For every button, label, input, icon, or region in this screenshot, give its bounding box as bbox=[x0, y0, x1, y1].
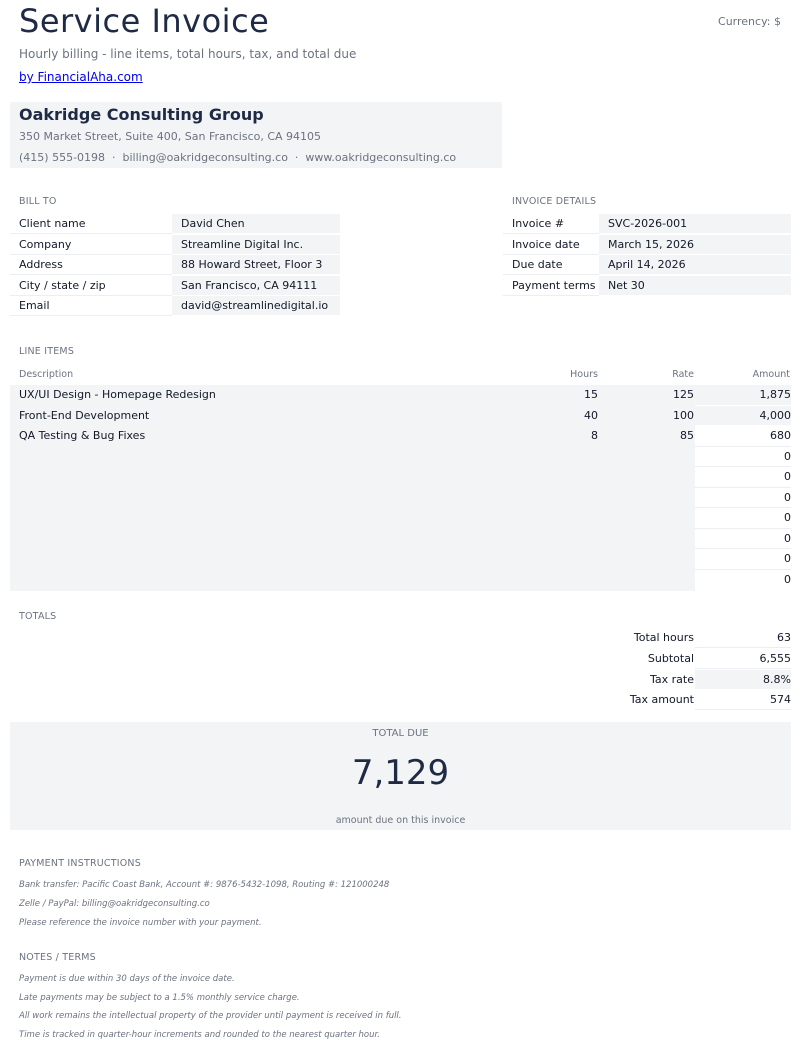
bill-to-value[interactable]: david@streamlinedigital.io bbox=[172, 296, 340, 316]
table-row bbox=[10, 508, 791, 529]
payment-instructions-label: PAYMENT INSTRUCTIONS bbox=[19, 858, 141, 869]
item-hours[interactable]: 40 bbox=[584, 408, 598, 422]
bill-to-row bbox=[10, 255, 340, 276]
payment-instruction-line: Bank transfer: Pacific Coast Bank, Account #: 9876-5432-1098, Routing #: 121000248 bbox=[19, 880, 390, 890]
item-amount: 0 bbox=[695, 467, 791, 488]
note-line: Payment is due within 30 days of the invoice date. bbox=[19, 974, 235, 984]
page-title: Service Invoice bbox=[19, 2, 270, 40]
total-due-note: amount due on this invoice bbox=[335, 815, 466, 826]
table-row bbox=[10, 426, 791, 447]
note-line: Time is tracked in quarter-hour increments and rounded to the nearest quarter hour. bbox=[19, 1030, 380, 1040]
totals-label: TOTALS bbox=[19, 611, 57, 622]
byline-link[interactable]: by FinancialAha.com bbox=[19, 70, 143, 84]
invoice-details-row bbox=[503, 276, 791, 297]
total-due-amount: 7,129 bbox=[351, 753, 450, 793]
table-row bbox=[10, 570, 791, 591]
bill-to-row bbox=[10, 296, 340, 317]
currency-label: Currency: $ bbox=[718, 15, 781, 28]
item-amount: 0 bbox=[695, 488, 791, 509]
bill-to-value[interactable]: San Francisco, CA 94111 bbox=[172, 276, 340, 296]
totals-row bbox=[500, 690, 791, 711]
totals-row bbox=[500, 649, 791, 670]
bill-to-key: Company bbox=[10, 235, 172, 255]
table-row bbox=[10, 529, 791, 550]
company-name: Oakridge Consulting Group bbox=[19, 105, 264, 124]
totals-key: Total hours bbox=[633, 631, 694, 644]
item-rate[interactable]: 85 bbox=[680, 429, 694, 442]
bill-to-value[interactable]: Streamline Digital Inc. bbox=[172, 235, 340, 255]
totals-row bbox=[500, 670, 791, 691]
bill-to-row bbox=[10, 214, 340, 235]
item-amount: 4,000 bbox=[695, 406, 791, 427]
totals-value: 6,555 bbox=[695, 649, 791, 669]
invoice-details-value[interactable]: SVC-2026-001 bbox=[599, 214, 791, 234]
invoice-details-row bbox=[503, 255, 791, 276]
item-hours[interactable]: 15 bbox=[584, 388, 598, 401]
column-header-hours: Hours bbox=[570, 369, 598, 380]
table-row bbox=[10, 385, 791, 406]
totals-value: 63 bbox=[695, 628, 791, 648]
column-header-amount: Amount bbox=[752, 369, 790, 380]
totals-row bbox=[500, 628, 791, 649]
bill-to-row bbox=[10, 276, 340, 297]
table-row bbox=[10, 447, 791, 468]
bill-to-label: BILL TO bbox=[19, 196, 57, 207]
item-rate[interactable]: 100 bbox=[673, 408, 694, 422]
table-row bbox=[10, 467, 791, 488]
notes-label: NOTES / TERMS bbox=[19, 952, 96, 963]
totals-value: 574 bbox=[695, 690, 791, 710]
invoice-details-key: Payment terms bbox=[503, 276, 599, 296]
tax-rate-input[interactable]: 8.8% bbox=[695, 670, 791, 690]
bill-to-key: Email bbox=[10, 296, 172, 316]
item-amount: 680 bbox=[695, 426, 791, 447]
invoice-details-row bbox=[503, 214, 791, 235]
company-contact: (415) 555-0198 · billing@oakridgeconsulting.co · www.oakridgeconsulting.co bbox=[19, 151, 457, 164]
invoice-details-value[interactable]: March 15, 2026 bbox=[599, 235, 791, 255]
totals-key: Tax rate bbox=[650, 672, 694, 686]
item-description[interactable]: QA Testing & Bug Fixes bbox=[19, 429, 146, 442]
invoice-details-row bbox=[503, 235, 791, 256]
bill-to-value[interactable]: 88 Howard Street, Floor 3 bbox=[172, 255, 340, 275]
item-amount: 0 bbox=[695, 447, 791, 468]
item-amount: 0 bbox=[784, 572, 791, 586]
note-line: All work remains the intellectual property of the provider until payment is received in full. bbox=[19, 1011, 402, 1021]
invoice-details-label: INVOICE DETAILS bbox=[512, 196, 597, 207]
payment-instruction-line: Zelle / PayPal: billing@oakridgeconsulting.co bbox=[19, 899, 210, 909]
item-rate[interactable]: 125 bbox=[673, 388, 694, 401]
totals-key: Tax amount bbox=[629, 693, 694, 706]
bill-to-value[interactable]: David Chen bbox=[172, 214, 340, 234]
line-items-label: LINE ITEMS bbox=[19, 346, 75, 357]
bill-to-key: Client name bbox=[10, 214, 172, 234]
column-header-description: Description bbox=[19, 369, 74, 380]
column-header-rate: Rate bbox=[672, 369, 694, 380]
bill-to-key: Address bbox=[10, 255, 172, 275]
invoice-details-value[interactable]: April 14, 2026 bbox=[599, 255, 791, 275]
item-amount: 0 bbox=[695, 508, 791, 529]
invoice-details-value[interactable]: Net 30 bbox=[599, 276, 791, 296]
company-address: 350 Market Street, Suite 400, San Francisco, CA 94105 bbox=[19, 130, 322, 143]
bill-to-row bbox=[10, 235, 340, 256]
payment-instruction-line: Please reference the invoice number with your payment. bbox=[19, 918, 262, 928]
invoice-details-key: Invoice date bbox=[503, 235, 599, 255]
item-amount: 0 bbox=[695, 529, 791, 550]
page-subtitle: Hourly billing - line items, total hours, tax, and total due bbox=[19, 47, 357, 61]
total-due-label: TOTAL DUE bbox=[372, 728, 429, 739]
invoice-details-key: Invoice # bbox=[503, 214, 599, 234]
item-hours[interactable]: 8 bbox=[591, 429, 598, 442]
item-amount: 1,875 bbox=[695, 385, 791, 406]
note-line: Late payments may be subject to a 1.5% monthly service charge. bbox=[19, 993, 300, 1003]
table-row bbox=[10, 549, 791, 570]
item-amount: 0 bbox=[695, 549, 791, 570]
item-description[interactable]: UX/UI Design - Homepage Redesign bbox=[19, 388, 216, 401]
totals-key: Subtotal bbox=[647, 652, 694, 665]
table-row bbox=[10, 488, 791, 509]
item-description[interactable]: Front-End Development bbox=[19, 408, 150, 422]
table-row bbox=[10, 406, 791, 427]
bill-to-key: City / state / zip bbox=[10, 276, 172, 296]
invoice-details-key: Due date bbox=[503, 255, 599, 275]
